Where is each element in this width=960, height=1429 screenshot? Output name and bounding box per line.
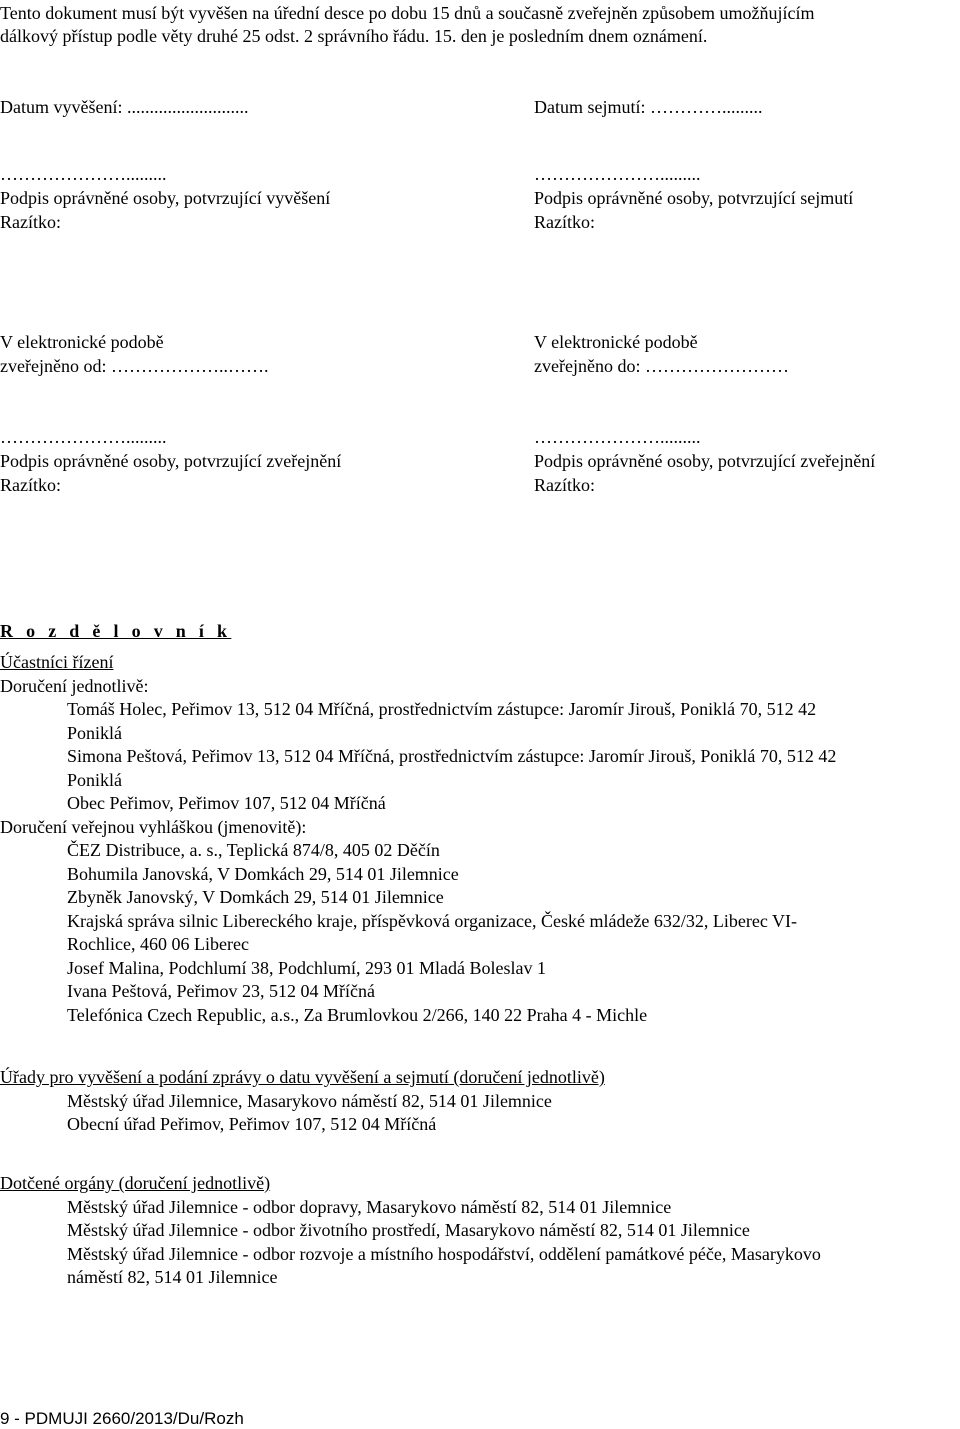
list-item: Bohumila Janovská, V Domkách 29, 514 01 Jilemnice <box>67 863 459 884</box>
list-item: Obec Peřimov, Peřimov 107, 512 04 Mříčná <box>67 793 386 813</box>
posting-stamp-label: Razítko: <box>0 212 61 232</box>
public-notice-label: Doručení veřejnou vyhláškou (jmenovitě): <box>0 816 307 837</box>
electronic-from-line-1: V elektronické podobě <box>0 332 164 352</box>
individual-delivery-label: Doručení jednotlivě: <box>0 675 149 696</box>
list-item: Josef Malina, Podchlumí 38, Podchlumí, 293 01 Mladá Boleslav 1 <box>67 957 546 978</box>
list-item: Městský úřad Jilemnice - odbor životního prostředí, Masarykovo náměstí 82, 514 01 Jilemnice <box>67 1220 750 1240</box>
intro-line-1: Tento dokument musí být vyvěšen na úřední desce po dobu 15 dnů a současně zveřejněn způsobem umožňujícím <box>0 3 815 23</box>
list-item: Rochlice, 460 06 Liberec <box>67 934 249 954</box>
organs-heading: Dotčené orgány (doručení jednotlivě) <box>0 1173 271 1193</box>
list-item: Poniklá <box>67 769 123 790</box>
electronic-to-line-2: zveřejněno do: …………………… <box>534 356 789 376</box>
list-item: Obecní úřad Peřimov, Peřimov 107, 512 04 Mříčná <box>67 1114 437 1134</box>
document-reference: 9 - PDMUJI 2660/2013/Du/Rozh <box>0 1409 244 1428</box>
removal-stamp-label: Razítko: <box>534 212 595 232</box>
list-item: Telefónica Czech Republic, a.s., Za Brumlovkou 2/266, 140 22 Praha 4 - Michle <box>67 1004 648 1025</box>
list-item: Tomáš Holec, Peřimov 13, 512 04 Mříčná, prostřednictvím zástupce: Jaromír Jirouš, Poniklá 70, 512 42 <box>67 699 817 719</box>
electronic-to-line-1: V elektronické podobě <box>534 332 698 352</box>
offices-section <box>0 1066 960 1137</box>
removal-signature-dots: …………………......... <box>534 164 701 184</box>
electronic-from-signature-label: Podpis oprávněné osoby, potvrzující zveřejnění <box>0 451 342 471</box>
electronic-from-stamp-label: Razítko: <box>0 475 61 495</box>
electronic-to-signature-dots: …………………......... <box>534 427 701 447</box>
list-item: Krajská správa silnic Libereckého kraje, příspěvková organizace, České mládeže 632/32, Liberec VI- <box>67 910 798 931</box>
posting-signature-label: Podpis oprávněné osoby, potvrzující vyvěšení <box>0 188 331 208</box>
list-item: ČEZ Distribuce, a. s., Teplická 874/8, 405 02 Děčín <box>67 840 440 860</box>
distribution-heading: R o z d ě l o v n í k <box>0 621 232 641</box>
list-item: Zbyněk Janovský, V Domkách 29, 514 01 Jilemnice <box>67 887 444 907</box>
posting-date-label: Datum vyvěšení: ........................... <box>0 97 249 117</box>
offices-heading: Úřady pro vyvěšení a podání zprávy o datu vyvěšení a sejmutí (doručení jednotlivě) <box>0 1067 605 1087</box>
removal-date-label: Datum sejmutí: …………......... <box>534 97 763 117</box>
organs-section <box>0 1172 960 1290</box>
list-item: Městský úřad Jilemnice - odbor rozvoje a místního hospodářství, oddělení památkové péče, Masarykovo <box>67 1243 821 1264</box>
distribution-list <box>0 651 960 1027</box>
electronic-from-line-2: zveřejněno od: ………………..……. <box>0 356 269 376</box>
list-item: Městský úřad Jilemnice - odbor dopravy, Masarykovo náměstí 82, 514 01 Jilemnice <box>67 1196 672 1217</box>
list-item: náměstí 82, 514 01 Jilemnice <box>67 1267 278 1287</box>
removal-signature-label: Podpis oprávněné osoby, potvrzující sejmutí <box>534 188 854 208</box>
intro-line-2: dálkový přístup podle věty druhé 25 odst. 2 správního řádu. 15. den je posledním dnem oznámení. <box>0 26 708 46</box>
list-item: Městský úřad Jilemnice, Masarykovo náměstí 82, 514 01 Jilemnice <box>67 1090 552 1111</box>
posting-signature-dots: …………………......... <box>0 164 167 184</box>
electronic-from-signature-dots: …………………......... <box>0 427 167 447</box>
electronic-to-signature-label: Podpis oprávněné osoby, potvrzující zveřejnění <box>534 451 876 471</box>
participants-heading: Účastníci řízení <box>0 652 114 672</box>
list-item: Poniklá <box>67 722 123 743</box>
electronic-to-stamp-label: Razítko: <box>534 475 595 495</box>
list-item: Ivana Peštová, Peřimov 23, 512 04 Mříčná <box>67 981 375 1001</box>
list-item: Simona Peštová, Peřimov 13, 512 04 Mříčná, prostřednictvím zástupce: Jaromír Jirouš, Poniklá 70, 512 42 <box>67 746 837 766</box>
